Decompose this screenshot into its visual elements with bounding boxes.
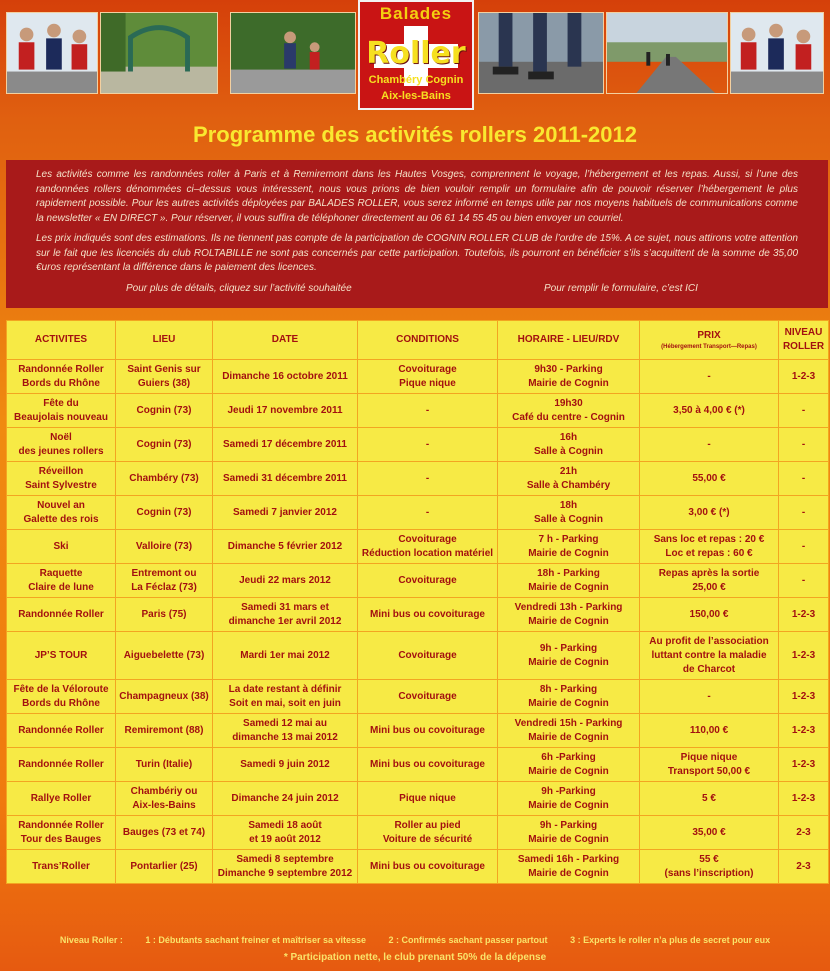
level-cell: 2-3 [779,816,829,850]
conditions-cell: Roller au pied Voiture de sécurité [358,816,498,850]
table-row[interactable] [7,714,829,748]
activity-cell[interactable]: Randonnée Roller [7,714,116,748]
date-cell: Samedi 18 août et 19 août 2012 [213,816,358,850]
price-cell: 150,00 € [640,598,779,632]
level-cell: 1-2-3 [779,598,829,632]
activity-cell[interactable]: Fête de la Véloroute Bords du Rhône [7,680,116,714]
table-row[interactable] [7,564,829,598]
conditions-cell: Covoiturage [358,564,498,598]
conditions-cell: Mini bus ou covoiturage [358,598,498,632]
header-niveau: NIVEAU ROLLER [779,321,829,360]
date-cell: Dimanche 24 juin 2012 [213,782,358,816]
intro-paragraph-1: Les activités comme les randonnées roller à Paris et à Remiremont dans les Hautes Vosges, comprennent le voyage, l’hébergement et les repas. Aussi, si l’une des randonnées rollers dénommées ci–dessus vous intéressent, nous vous prions de bien vouloir remplir un formulaire afin de pouvoir réserver l’hébergement le plus rapidement possible. Pour les autres activités déployées par BALADES ROLLER, vous serez informé en temps utile par nos moyens habituels de communications comme la newsletter « EN DIRECT ». Pour réserver, il vous suffira de téléphoner directement au 06 61 14 55 45 ou bien envoyer un courriel. [36,169,798,224]
intro-box [6,160,828,308]
conditions-cell: Covoiturage [358,632,498,680]
place-cell: Pontarlier (25) [116,850,213,884]
place-cell: Entremont ou La Féclaz (73) [116,564,213,598]
activity-cell[interactable]: Randonnée Roller [7,748,116,782]
skaters-photo-2 [730,12,824,94]
conditions-cell: - [358,462,498,496]
price-cell: 110,00 € [640,714,779,748]
price-cell: 35,00 € [640,816,779,850]
schedule-cell: 9h - Parking Mairie de Cognin [498,816,640,850]
conditions-cell: Mini bus ou covoiturage [358,850,498,884]
park-gate-photo [100,12,218,94]
date-cell: Samedi 7 janvier 2012 [213,496,358,530]
level-3-description: 3 : Experts le roller n’a plus de secret pour eux [570,935,771,945]
table-row[interactable] [7,782,829,816]
activity-cell[interactable]: JP’S TOUR [7,632,116,680]
level-cell: 1-2-3 [779,632,829,680]
level-1-description: 1 : Débutants sachant freiner et maîtriser sa vitesse [145,935,366,945]
price-cell: 5 € [640,782,779,816]
activity-cell[interactable]: Noël des jeunes rollers [7,428,116,462]
header-conditions: CONDITIONS [358,321,498,360]
level-cell: - [779,394,829,428]
header-lieu: LIEU [116,321,213,360]
price-cell: Repas après la sortie 25,00 € [640,564,779,598]
conditions-cell: Mini bus ou covoiturage [358,748,498,782]
conditions-cell: - [358,496,498,530]
level-cell: - [779,496,829,530]
place-cell: Valloire (73) [116,530,213,564]
date-cell: La date restant à définir Soit en mai, soit en juin [213,680,358,714]
schedule-cell: 9h30 - Parking Mairie de Cognin [498,360,640,394]
form-link[interactable]: Pour remplir le formulaire, c’est ICI [544,282,698,294]
schedule-cell: 21h Salle à Chambéry [498,462,640,496]
place-cell: Chambéry (73) [116,462,213,496]
header-prix [640,321,779,360]
details-link[interactable]: Pour plus de détails, cliquez sur l’activité souhaitée [126,282,352,294]
date-cell: Jeudi 22 mars 2012 [213,564,358,598]
date-cell: Samedi 9 juin 2012 [213,748,358,782]
date-cell: Samedi 17 décembre 2011 [213,428,358,462]
price-cell: - [640,680,779,714]
logo-text-chambery-cognin: Chambéry Cognin [368,74,464,86]
conditions-cell: Covoiturage Pique nique [358,360,498,394]
logo-text-aix: Aix-les-Bains [381,90,451,102]
schedule-cell: Vendredi 15h - Parking Mairie de Cognin [498,714,640,748]
activity-cell[interactable]: Raquette Claire de lune [7,564,116,598]
table-row[interactable] [7,394,829,428]
header-prix-sub: (Hébergement Transport—Repas) [661,344,757,350]
place-cell: Bauges (73 et 74) [116,816,213,850]
level-2-description: 2 : Confirmés sachant passer partout [388,935,548,945]
date-cell: Samedi 31 décembre 2011 [213,462,358,496]
price-cell: 55,00 € [640,462,779,496]
price-cell: 55 € (sans l’inscription) [640,850,779,884]
schedule-cell: 7 h - Parking Mairie de Cognin [498,530,640,564]
kids-roller-photo [230,12,356,94]
table-row[interactable] [7,632,829,680]
activity-cell[interactable]: Ski [7,530,116,564]
level-cell: - [779,428,829,462]
conditions-cell: Covoiturage [358,680,498,714]
price-cell: Au profit de l’association luttant contre la maladie de Charcot [640,632,779,680]
level-legend [0,935,830,945]
activity-cell[interactable]: Trans’Roller [7,850,116,884]
schedule-cell: 16h Salle à Cognin [498,428,640,462]
activity-cell[interactable]: Randonnée Roller Tour des Bauges [7,816,116,850]
page-title: Programme des activités rollers 2011-2012 [193,122,637,147]
conditions-cell: - [358,428,498,462]
level-legend-label: Niveau Roller : [59,935,123,945]
activity-cell[interactable]: Fête du Beaujolais nouveau [7,394,116,428]
header-banner [0,0,830,110]
skaters-photo-1 [6,12,98,94]
date-cell: Samedi 8 septembre Dimanche 9 septembre 2012 [213,850,358,884]
conditions-cell: - [358,394,498,428]
road-skaters-photo [606,12,728,94]
logo-text-balades: Balades [379,4,453,23]
table-row[interactable] [7,462,829,496]
schedule-cell: 18h Salle à Cognin [498,496,640,530]
balades-roller-logo [358,0,474,110]
place-cell: Cognin (73) [116,428,213,462]
schedule-cell: 18h - Parking Mairie de Cognin [498,564,640,598]
date-cell: Dimanche 5 février 2012 [213,530,358,564]
place-cell: Remiremont (88) [116,714,213,748]
header-date: DATE [213,321,358,360]
conditions-cell: Pique nique [358,782,498,816]
date-cell: Mardi 1er mai 2012 [213,632,358,680]
place-cell: Turin (Italie) [116,748,213,782]
place-cell: Paris (75) [116,598,213,632]
schedule-cell: 9h -Parking Mairie de Cognin [498,782,640,816]
activity-cell[interactable]: Rallye Roller [7,782,116,816]
activity-cell[interactable]: Randonnée Roller [7,598,116,632]
date-cell: Dimanche 16 octobre 2011 [213,360,358,394]
level-cell: - [779,564,829,598]
schedule-cell: 9h - Parking Mairie de Cognin [498,632,640,680]
conditions-cell: Covoiturage Réduction location matériel [358,530,498,564]
table-header-row [7,321,829,360]
table-row[interactable] [7,598,829,632]
activity-cell[interactable]: Randonnée Roller Bords du Rhône [7,360,116,394]
price-cell: Sans loc et repas : 20 € Loc et repas : 60 € [640,530,779,564]
place-cell: Aiguebelette (73) [116,632,213,680]
date-cell: Jeudi 17 novembre 2011 [213,394,358,428]
header-prix-label: PRIX [697,330,721,341]
place-cell: Cognin (73) [116,394,213,428]
level-cell: - [779,462,829,496]
price-cell: 3,50 à 4,00 € (*) [640,394,779,428]
level-cell: 1-2-3 [779,680,829,714]
header-horaire: HORAIRE - LIEU/RDV [498,321,640,360]
place-cell: Chambériy ou Aix-les-Bains [116,782,213,816]
price-cell: 3,00 € (*) [640,496,779,530]
activity-cell[interactable]: Nouvel an Galette des rois [7,496,116,530]
date-cell: Samedi 12 mai au dimanche 13 mai 2012 [213,714,358,748]
header-activites: ACTIVITES [7,321,116,360]
level-cell: 1-2-3 [779,748,829,782]
table-row[interactable] [7,360,829,394]
level-cell: 1-2-3 [779,782,829,816]
table-row[interactable] [7,530,829,564]
schedule-cell: 6h -Parking Mairie de Cognin [498,748,640,782]
table-row[interactable] [7,748,829,782]
logo-text-roller: Roller [366,36,466,71]
table-row[interactable] [7,850,829,884]
place-cell: Saint Genis sur Guiers (38) [116,360,213,394]
level-cell: 2-3 [779,850,829,884]
level-cell: 1-2-3 [779,360,829,394]
table-row[interactable] [7,496,829,530]
price-cell: - [640,428,779,462]
table-row[interactable] [7,816,829,850]
place-cell: Cognin (73) [116,496,213,530]
level-cell: - [779,530,829,564]
conditions-cell: Mini bus ou covoiturage [358,714,498,748]
table-row[interactable] [7,428,829,462]
participation-note: * Participation nette, le club prenant 50% de la dépense [283,952,547,963]
table-row[interactable] [7,680,829,714]
skates-photo [478,12,604,94]
date-cell: Samedi 31 mars et dimanche 1er avril 2012 [213,598,358,632]
activity-cell[interactable]: Réveillon Saint Sylvestre [7,462,116,496]
price-cell: - [640,360,779,394]
activities-table [6,320,829,884]
schedule-cell: 19h30 Café du centre - Cognin [498,394,640,428]
intro-paragraph-2: Les prix indiqués sont des estimations. Ils ne tiennent pas compte de la participation de COGNIN ROLLER CLUB de l’ordre de 15%. A ce sujet, nous attirons votre attention sur le fait que les licenciés du club ROLTABILLE ne sont pas concernés par cette participation. Toutefois, ils pourront en bénéficier s’ils s’acquittent de la somme de 35,00 €uros représentant la différence dans le paiement des licences. [36,233,798,273]
schedule-cell: Samedi 16h - Parking Mairie de Cognin [498,850,640,884]
schedule-cell: Vendredi 13h - Parking Mairie de Cognin [498,598,640,632]
price-cell: Pique nique Transport 50,00 € [640,748,779,782]
schedule-cell: 8h - Parking Mairie de Cognin [498,680,640,714]
table-body [7,360,829,884]
level-cell: 1-2-3 [779,714,829,748]
place-cell: Champagneux (38) [116,680,213,714]
